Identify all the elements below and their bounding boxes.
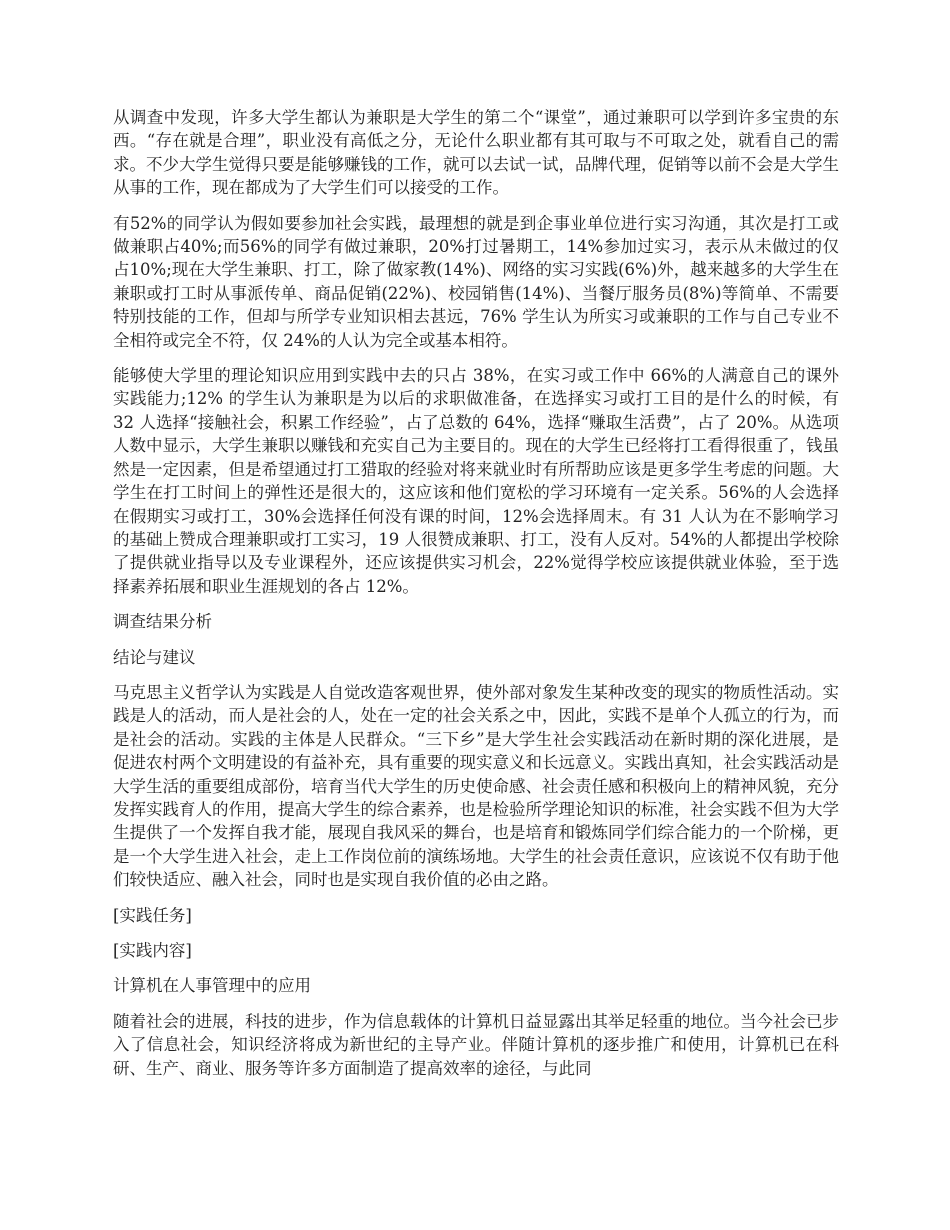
heading-practice-task: [实践任务] — [113, 905, 192, 925]
heading-survey-analysis: 调查结果分析 — [113, 612, 212, 632]
heading-conclusion: 结论与建议 — [113, 647, 196, 667]
paragraph-work-purpose-statistics: 能够使大学里的理论知识应用到实践中去的只占 38%，在实习或工作中 66%的人满意自己的课外实践能力;12% 的学生认为兼职是为以后的求职做准备，在选择实习或打工目的是什么的时候，有 32 人选择“接触社会，积累工作经验”，占了总数的 64%，选择“赚取生活费”，占了 20%。从选项人数中显示，大学生兼职以赚钱和充实自己为主要目的。现在的大学生已经将打工看得很重了，钱虽然是一定因素，但是希望通过打工猎取的经验对将来就业时有所帮助应该是更多学生考虑的问题。大学生在打工时间上的弹性还是很大的，这应该和他们宽松的学习环境有一定关系。56%的人会选择在假期实习或打工，30%会选择任何没有课的时间，12%会选择周末。有 31 人认为在不影响学习的基础上赞成合理兼职或打工实习，19 人很赞成兼职、打工，没有人反对。54%的人都提出学校除了提供就业指导以及专业课程外，还应该提供实习机会，22%觉得学校应该提供就业体验，至于选择素养拓展和职业生涯规划的各占 12%。 — [113, 366, 839, 596]
paragraph-part-time-classroom: 从调查中发现，许多大学生都认为兼职是大学生的第二个“课堂”，通过兼职可以学到许多宝贵的东西。“存在就是合理”，职业没有高低之分，无论什么职业都有其可取与不可取之处，就看自己的需求。不少大学生觉得只要是能够赚钱的工作，就可以去试一试，品牌代理，促销等以前不会是大学生从事的工作，现在都成为了大学生们可以接受的工作。 — [113, 108, 839, 198]
paragraph-practice-statistics: 有52%的同学认为假如要参加社会实践，最理想的就是到企事业单位进行实习沟通，其次是打工或做兼职占40%;而56%的同学有做过兼职，20%打过暑期工，14%参加过实习，表示从未做过的仅占10%;现在大学生兼职、打工，除了做家教(14%)、网络的实习实践(6%)外，越来越多的大学生在兼职或打工时从事派传单、商品促销(22%)、校园销售(14%)、当餐厅服务员(8%)等简单、不需要特别技能的工作，但却与所学专业知识相去甚远，76% 学生认为所实习或兼职的工作与自己专业不全相符或完全不符，仅 24%的人认为完全或基本相符。 — [113, 213, 839, 350]
paragraph-computer-society: 随着社会的进展，科技的进步，作为信息载体的计算机日益显露出其举足轻重的地位。当今社会已步入了信息社会，知识经济将成为新世纪的主导产业。伴随计算机的逐步推广和使用，计算机已在科研、生产、商业、服务等许多方面制造了提高效率的途径，与此同 — [113, 1011, 839, 1078]
document-body — [113, 106, 839, 1092]
heading-practice-content: [实践内容] — [113, 941, 192, 960]
paragraph-marxist-practice: 马克思主义哲学认为实践是人自觉改造客观世界，使外部对象发生某种改变的现实的物质性活动。实践是人的活动，而人是社会的人，处在一定的社会关系之中，因此，实践不是单个人孤立的行为，而是社会的活动。实践的主体是人民群众。“三下乡”是大学生社会实践活动在新时期的深化进展，是促进农村两个文明建设的有益补充，具有重要的现实意义和长远意义。实践出真知，社会实践活动是大学生活的重要组成部份，培育当代大学生的历史使命感、社会责任感和积极向上的精神风貌，充分发挥实践育人的作用，提高大学生的综合素养，也是检验所学理论知识的标准，社会实践不但为大学生提供了一个发挥自我才能，展现自我风采的舞台，也是培育和锻炼同学们综合能力的一个阶梯，更是一个大学生进入社会，走上工作岗位前的演练场地。大学生的社会责任意识，应该说不仅有助于他们较快适应、融入社会，同时也是实现自我价值的必由之路。 — [113, 682, 839, 890]
heading-computer-hr: 计算机在人事管理中的应用 — [113, 976, 311, 996]
